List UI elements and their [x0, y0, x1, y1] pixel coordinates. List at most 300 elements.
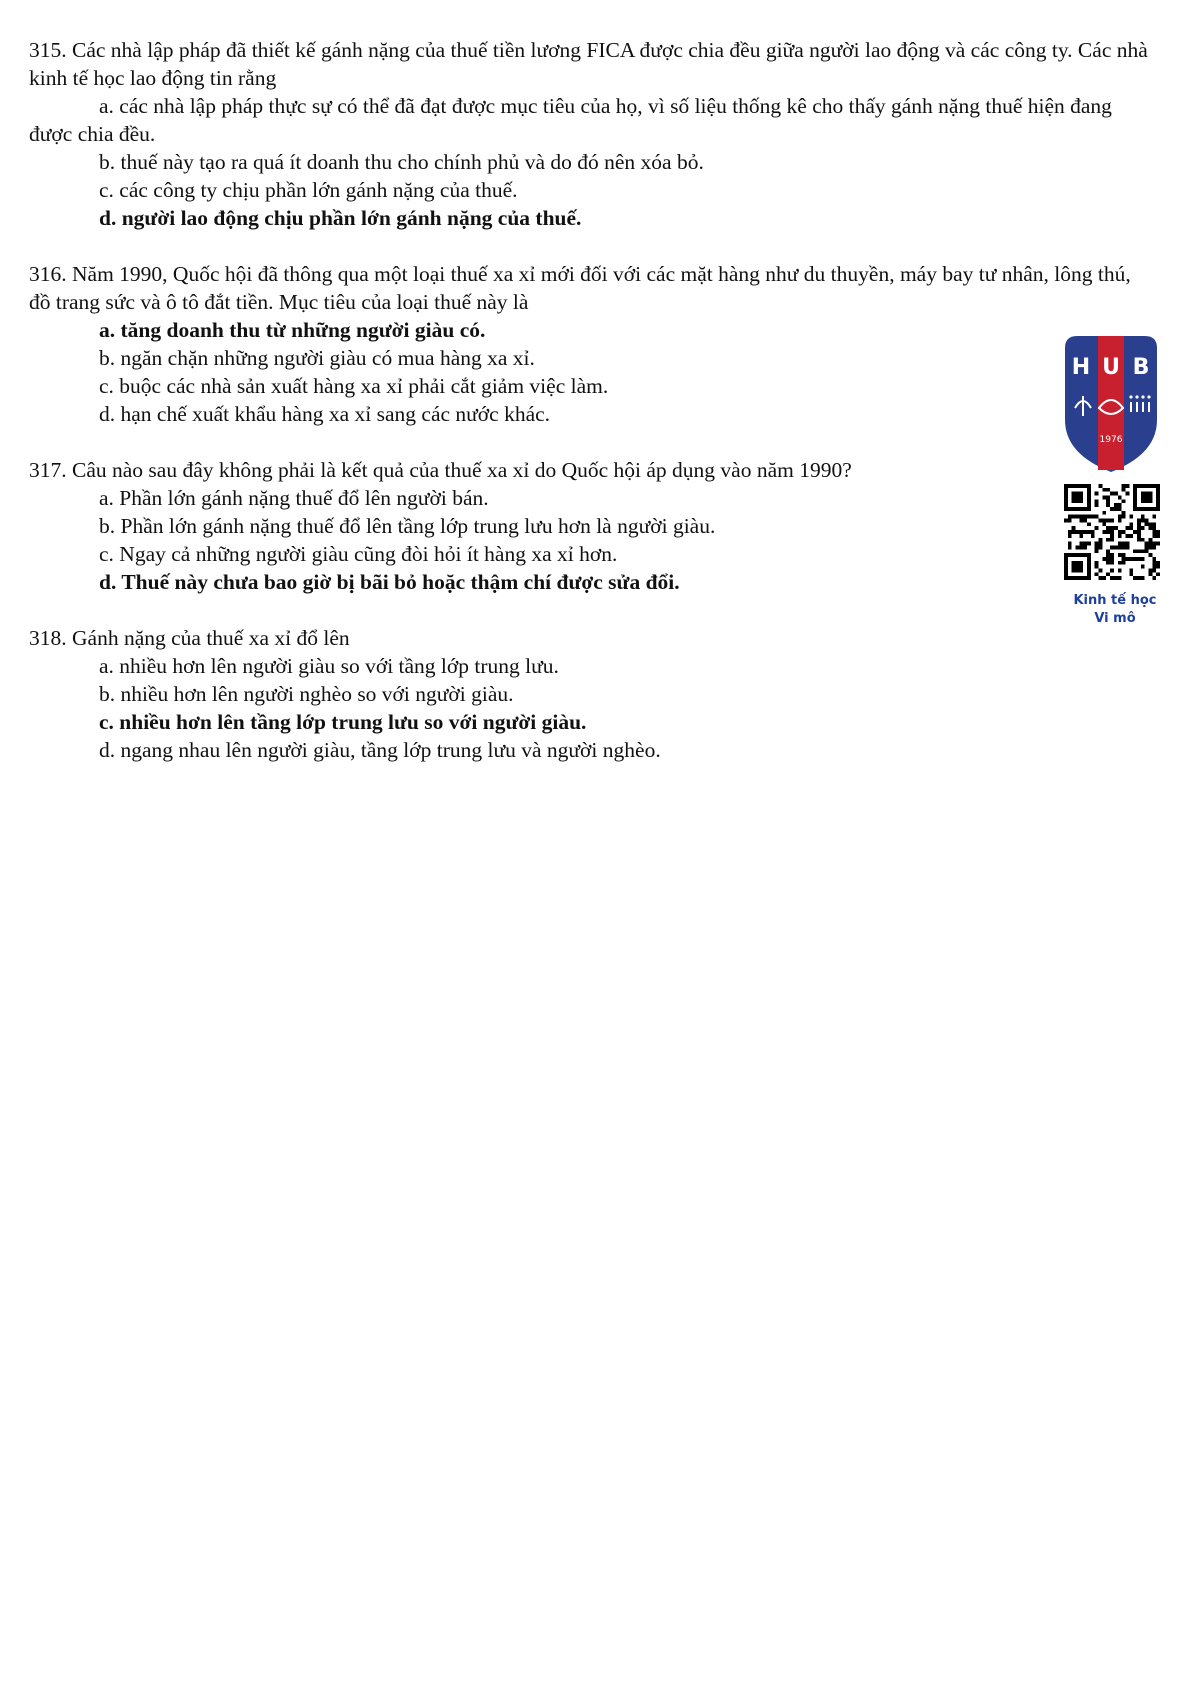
qr-module — [1076, 507, 1080, 511]
qr-module — [1087, 496, 1091, 500]
qr-module — [1152, 507, 1156, 511]
qr-module — [1072, 530, 1076, 534]
question-stem: 315. Các nhà lập pháp đã thiết kế gánh nặng của thuế tiền lương FICA được chia đều giữa người lao động và các công ty. Các nhà kinh tế học lao động tin rằng — [29, 38, 1148, 90]
qr-module — [1114, 507, 1118, 511]
qr-module — [1152, 565, 1156, 569]
qr-module — [1122, 557, 1126, 561]
qr-module — [1087, 553, 1091, 557]
qr-module — [1095, 526, 1099, 530]
qr-module — [1156, 484, 1160, 488]
qr-module — [1122, 515, 1126, 519]
qr-module — [1145, 492, 1149, 496]
qr-module — [1076, 545, 1080, 549]
qr-module — [1110, 507, 1114, 511]
qr-module — [1079, 515, 1083, 519]
qr-module — [1068, 530, 1072, 534]
qr-module — [1095, 499, 1099, 503]
qr-module — [1110, 538, 1114, 542]
qr-module — [1068, 515, 1072, 519]
qr-module — [1064, 507, 1068, 511]
qr-module — [1083, 515, 1087, 519]
answer-option-a: a. các nhà lập pháp thực sự có thể đã đạt được mục tiêu của họ, vì số liệu thống kê cho thấy gánh nặng thuế hiện đang được chia đều. — [29, 94, 1112, 146]
qr-module — [1095, 549, 1099, 553]
qr-module — [1141, 576, 1145, 580]
qr-module — [1072, 576, 1076, 580]
qr-module — [1129, 568, 1133, 572]
answer-option-c: c. buộc các nhà sản xuất hàng xa xỉ phải cắt giảm việc làm. — [99, 374, 609, 398]
qr-module — [1072, 484, 1076, 488]
qr-module — [1076, 530, 1080, 534]
qr-module — [1064, 557, 1068, 561]
qr-module — [1110, 526, 1114, 530]
qr-module — [1110, 568, 1114, 572]
qr-module — [1141, 557, 1145, 561]
qr-module — [1145, 545, 1149, 549]
qr-module — [1152, 515, 1156, 519]
qr-module — [1068, 553, 1072, 557]
answer-option-d: d. hạn chế xuất khẩu hàng xa xỉ sang các nước khác. — [99, 402, 551, 426]
qr-module — [1137, 507, 1141, 511]
qr-module — [1087, 515, 1091, 519]
brand-line-1: Kinh tế học — [1073, 593, 1157, 608]
qr-module — [1064, 565, 1068, 569]
qr-module — [1079, 519, 1083, 523]
qr-module — [1133, 549, 1137, 553]
qr-module — [1141, 515, 1145, 519]
qr-module — [1068, 576, 1072, 580]
qr-module — [1129, 557, 1133, 561]
qr-module — [1118, 530, 1122, 534]
logo-year: 1976 — [1099, 435, 1123, 445]
qr-module — [1064, 568, 1068, 572]
qr-module — [1129, 515, 1133, 519]
qr-module — [1129, 522, 1133, 526]
qr-module — [1087, 530, 1091, 534]
qr-module — [1148, 526, 1152, 530]
qr-module — [1087, 484, 1091, 488]
qr-module — [1141, 565, 1145, 569]
qr-module — [1068, 484, 1072, 488]
qr-module — [1106, 496, 1110, 500]
qr-module — [1137, 519, 1141, 523]
qr-module — [1102, 488, 1106, 492]
qr-module — [1148, 545, 1152, 549]
qr-module — [1129, 572, 1133, 576]
answer-option-b: b. Phần lớn gánh nặng thuế đổ lên tầng lớp trung lưu hơn là người giàu. — [99, 514, 716, 538]
qr-module — [1145, 522, 1149, 526]
qr-module — [1091, 530, 1095, 534]
qr-module — [1072, 496, 1076, 500]
qr-module — [1141, 519, 1145, 523]
qr-module — [1102, 519, 1106, 523]
qr-module — [1118, 507, 1122, 511]
qr-module — [1091, 515, 1095, 519]
qr-module — [1122, 561, 1126, 565]
qr-module — [1114, 576, 1118, 580]
qr-module — [1125, 492, 1129, 496]
qr-module — [1156, 530, 1160, 534]
qr-module — [1156, 499, 1160, 503]
qr-module — [1133, 488, 1137, 492]
qr-code — [1064, 484, 1160, 580]
qr-module — [1145, 496, 1149, 500]
qr-module — [1156, 561, 1160, 565]
qr-module — [1137, 522, 1141, 526]
qr-module — [1118, 519, 1122, 523]
qr-module — [1152, 576, 1156, 580]
qr-module — [1083, 553, 1087, 557]
qr-module — [1145, 484, 1149, 488]
qr-module — [1118, 515, 1122, 519]
qr-module — [1072, 553, 1076, 557]
qr-module — [1079, 534, 1083, 538]
qr-module — [1079, 496, 1083, 500]
answer-option-a-correct: a. tăng doanh thu từ những người giàu có. — [99, 318, 486, 342]
qr-module — [1114, 526, 1118, 530]
qr-module — [1087, 576, 1091, 580]
qr-module — [1072, 565, 1076, 569]
qr-module — [1125, 534, 1129, 538]
spacer — [29, 428, 1149, 456]
qr-module — [1072, 507, 1076, 511]
qr-module — [1068, 519, 1072, 523]
qr-module — [1156, 534, 1160, 538]
qr-module — [1106, 530, 1110, 534]
qr-module — [1106, 519, 1110, 523]
qr-module — [1141, 492, 1145, 496]
qr-module — [1076, 553, 1080, 557]
qr-module — [1129, 526, 1133, 530]
qr-module — [1076, 565, 1080, 569]
qr-module — [1079, 553, 1083, 557]
qr-module — [1064, 561, 1068, 565]
qr-module — [1099, 538, 1103, 542]
qr-module — [1137, 557, 1141, 561]
qr-module — [1095, 542, 1099, 546]
qr-module — [1152, 484, 1156, 488]
spacer — [29, 232, 1149, 260]
answer-option-b: b. nhiều hơn lên người nghèo so với người giàu. — [99, 682, 514, 706]
qr-module — [1122, 484, 1126, 488]
qr-module — [1137, 576, 1141, 580]
qr-module — [1110, 519, 1114, 523]
qr-module — [1125, 526, 1129, 530]
question-stem: 316. Năm 1990, Quốc hội đã thông qua một loại thuế xa xỉ mới đối với các mặt hàng như du thuyền, máy bay tư nhân, lông thú, đồ trang sức và ô tô đắt tiền. Mục tiêu của loại thuế này là — [29, 262, 1131, 314]
answer-option-b: b. thuế này tạo ra quá ít doanh thu cho chính phủ và do đó nên xóa bỏ. — [99, 150, 704, 174]
qr-module — [1137, 530, 1141, 534]
qr-module — [1129, 534, 1133, 538]
qr-module — [1148, 484, 1152, 488]
qr-module — [1125, 542, 1129, 546]
qr-module — [1145, 542, 1149, 546]
qr-module — [1083, 484, 1087, 488]
qr-module — [1125, 484, 1129, 488]
qr-module — [1072, 499, 1076, 503]
qr-module — [1064, 576, 1068, 580]
qr-module — [1122, 499, 1126, 503]
qr-module — [1064, 503, 1068, 507]
qr-module — [1087, 568, 1091, 572]
question-stem: 318. Gánh nặng của thuế xa xỉ đổ lên — [29, 626, 350, 650]
qr-module — [1156, 542, 1160, 546]
qr-module — [1118, 545, 1122, 549]
qr-module — [1141, 526, 1145, 530]
qr-module — [1102, 576, 1106, 580]
qr-module — [1087, 492, 1091, 496]
qr-module — [1083, 542, 1087, 546]
course-brand-label — [1060, 592, 1170, 628]
brand-line-2: Vi mô — [1094, 611, 1136, 626]
qr-module — [1110, 576, 1114, 580]
qr-module — [1152, 530, 1156, 534]
qr-module — [1068, 507, 1072, 511]
question-list — [29, 36, 1149, 764]
qr-module — [1087, 503, 1091, 507]
qr-module — [1099, 576, 1103, 580]
qr-module — [1145, 499, 1149, 503]
qr-module — [1095, 515, 1099, 519]
qr-module — [1148, 568, 1152, 572]
qr-module — [1156, 507, 1160, 511]
answer-option-a: a. Phần lớn gánh nặng thuế đổ lên người bán. — [99, 486, 489, 510]
qr-module — [1152, 568, 1156, 572]
qr-module — [1072, 515, 1076, 519]
qr-module — [1152, 542, 1156, 546]
qr-module — [1099, 545, 1103, 549]
qr-module — [1087, 522, 1091, 526]
qr-module — [1122, 553, 1126, 557]
question-316 — [29, 260, 1149, 428]
qr-module — [1145, 519, 1149, 523]
qr-module — [1102, 557, 1106, 561]
qr-module — [1122, 511, 1126, 515]
qr-module — [1106, 488, 1110, 492]
qr-module — [1076, 496, 1080, 500]
qr-module — [1106, 553, 1110, 557]
qr-module — [1156, 572, 1160, 576]
qr-module — [1079, 507, 1083, 511]
qr-module — [1152, 557, 1156, 561]
qr-module — [1118, 503, 1122, 507]
qr-module — [1095, 503, 1099, 507]
qr-module — [1099, 484, 1103, 488]
qr-module — [1099, 542, 1103, 546]
qr-module — [1106, 526, 1110, 530]
question-stem: 317. Câu nào sau đây không phải là kết quả của thuế xa xỉ do Quốc hội áp dụng vào năm 1990? — [29, 458, 852, 482]
qr-module — [1110, 492, 1114, 496]
qr-module — [1087, 572, 1091, 576]
qr-module — [1156, 496, 1160, 500]
qr-module — [1133, 576, 1137, 580]
qr-module — [1118, 496, 1122, 500]
qr-module — [1118, 568, 1122, 572]
qr-module — [1064, 488, 1068, 492]
qr-module — [1148, 507, 1152, 511]
qr-module — [1141, 507, 1145, 511]
qr-module — [1137, 484, 1141, 488]
qr-module — [1106, 499, 1110, 503]
qr-module — [1079, 484, 1083, 488]
qr-module — [1114, 545, 1118, 549]
qr-module — [1148, 538, 1152, 542]
qr-module — [1148, 496, 1152, 500]
qr-module — [1148, 572, 1152, 576]
qr-module — [1095, 565, 1099, 569]
qr-module — [1133, 496, 1137, 500]
qr-module — [1079, 530, 1083, 534]
qr-module — [1099, 519, 1103, 523]
qr-module — [1106, 557, 1110, 561]
qr-module — [1064, 553, 1068, 557]
qr-module — [1133, 503, 1137, 507]
qr-module — [1106, 561, 1110, 565]
qr-module — [1145, 507, 1149, 511]
qr-module — [1076, 576, 1080, 580]
qr-module — [1137, 549, 1141, 553]
qr-module — [1148, 522, 1152, 526]
logo-letter-h: H — [1071, 355, 1091, 380]
qr-module — [1068, 545, 1072, 549]
qr-module — [1133, 530, 1137, 534]
qr-module — [1064, 484, 1068, 488]
question-318 — [29, 624, 1149, 764]
qr-module — [1110, 557, 1114, 561]
qr-module — [1145, 549, 1149, 553]
qr-module — [1072, 526, 1076, 530]
qr-module — [1152, 545, 1156, 549]
qr-module — [1076, 561, 1080, 565]
qr-module — [1099, 568, 1103, 572]
qr-module — [1152, 522, 1156, 526]
qr-module — [1076, 484, 1080, 488]
qr-module — [1125, 545, 1129, 549]
qr-module — [1095, 572, 1099, 576]
qr-module — [1106, 549, 1110, 553]
qr-module — [1122, 488, 1126, 492]
qr-module — [1125, 557, 1129, 561]
qr-module — [1095, 545, 1099, 549]
qr-module — [1102, 530, 1106, 534]
qr-module — [1137, 538, 1141, 542]
qr-module — [1110, 545, 1114, 549]
qr-module — [1087, 561, 1091, 565]
qr-module — [1122, 542, 1126, 546]
qr-module — [1072, 492, 1076, 496]
qr-module — [1110, 534, 1114, 538]
qr-module — [1148, 499, 1152, 503]
answer-option-a: a. nhiều hơn lên người giàu so với tầng lớp trung lưu. — [99, 654, 559, 678]
qr-module — [1064, 519, 1068, 523]
spacer — [29, 596, 1149, 624]
qr-module — [1118, 534, 1122, 538]
qr-module — [1072, 561, 1076, 565]
qr-module — [1110, 530, 1114, 534]
qr-module — [1141, 549, 1145, 553]
qr-module — [1083, 545, 1087, 549]
qr-module — [1079, 565, 1083, 569]
qr-module — [1114, 503, 1118, 507]
qr-module — [1122, 545, 1126, 549]
qr-module — [1156, 492, 1160, 496]
qr-module — [1133, 557, 1137, 561]
qr-module — [1156, 503, 1160, 507]
qr-module — [1083, 576, 1087, 580]
qr-module — [1079, 492, 1083, 496]
qr-module — [1133, 507, 1137, 511]
qr-module — [1118, 561, 1122, 565]
qr-module — [1148, 492, 1152, 496]
question-317 — [29, 456, 1149, 596]
qr-module — [1064, 492, 1068, 496]
qr-module — [1083, 519, 1087, 523]
hub-university-logo — [1061, 330, 1161, 476]
qr-module — [1133, 484, 1137, 488]
qr-module — [1087, 565, 1091, 569]
qr-module — [1087, 499, 1091, 503]
qr-module — [1137, 526, 1141, 530]
qr-module — [1076, 499, 1080, 503]
qr-module — [1102, 511, 1106, 515]
qr-module — [1079, 561, 1083, 565]
qr-module — [1152, 526, 1156, 530]
qr-module — [1152, 561, 1156, 565]
answer-option-c: c. các công ty chịu phần lớn gánh nặng của thuế. — [99, 178, 518, 202]
qr-module — [1141, 499, 1145, 503]
qr-module — [1068, 534, 1072, 538]
qr-module — [1152, 534, 1156, 538]
answer-option-b: b. ngăn chặn những người giàu có mua hàng xa xỉ. — [99, 346, 535, 370]
qr-module — [1064, 572, 1068, 576]
qr-module — [1079, 542, 1083, 546]
qr-module — [1133, 499, 1137, 503]
answer-option-d: d. ngang nhau lên người giàu, tầng lớp trung lưu và người nghèo. — [99, 738, 661, 762]
qr-module — [1072, 568, 1076, 572]
answer-option-c-correct: c. nhiều hơn lên tầng lớp trung lưu so với người giàu. — [99, 710, 587, 734]
qr-module — [1079, 576, 1083, 580]
qr-module — [1110, 561, 1114, 565]
qr-module — [1095, 561, 1099, 565]
qr-module — [1102, 522, 1106, 526]
qr-module — [1064, 499, 1068, 503]
qr-module — [1076, 515, 1080, 519]
qr-module — [1102, 496, 1106, 500]
qr-module — [1079, 545, 1083, 549]
qr-module — [1076, 568, 1080, 572]
qr-module — [1141, 496, 1145, 500]
qr-module — [1106, 572, 1110, 576]
qr-module — [1118, 576, 1122, 580]
qr-module — [1076, 492, 1080, 496]
qr-module — [1087, 488, 1091, 492]
qr-module — [1079, 568, 1083, 572]
qr-module — [1087, 542, 1091, 546]
qr-module — [1148, 542, 1152, 546]
qr-module — [1118, 553, 1122, 557]
qr-module — [1156, 565, 1160, 569]
qr-module — [1083, 530, 1087, 534]
qr-module — [1141, 538, 1145, 542]
qr-module — [1110, 553, 1114, 557]
qr-module — [1087, 557, 1091, 561]
qr-code-cells — [1064, 484, 1160, 580]
qr-module — [1148, 553, 1152, 557]
answer-option-d-correct: d. người lao động chịu phần lớn gánh nặng của thuế. — [99, 206, 582, 230]
question-315 — [29, 36, 1149, 232]
qr-module — [1137, 534, 1141, 538]
logo-letter-u: U — [1102, 355, 1120, 380]
qr-module — [1141, 484, 1145, 488]
qr-module — [1114, 492, 1118, 496]
